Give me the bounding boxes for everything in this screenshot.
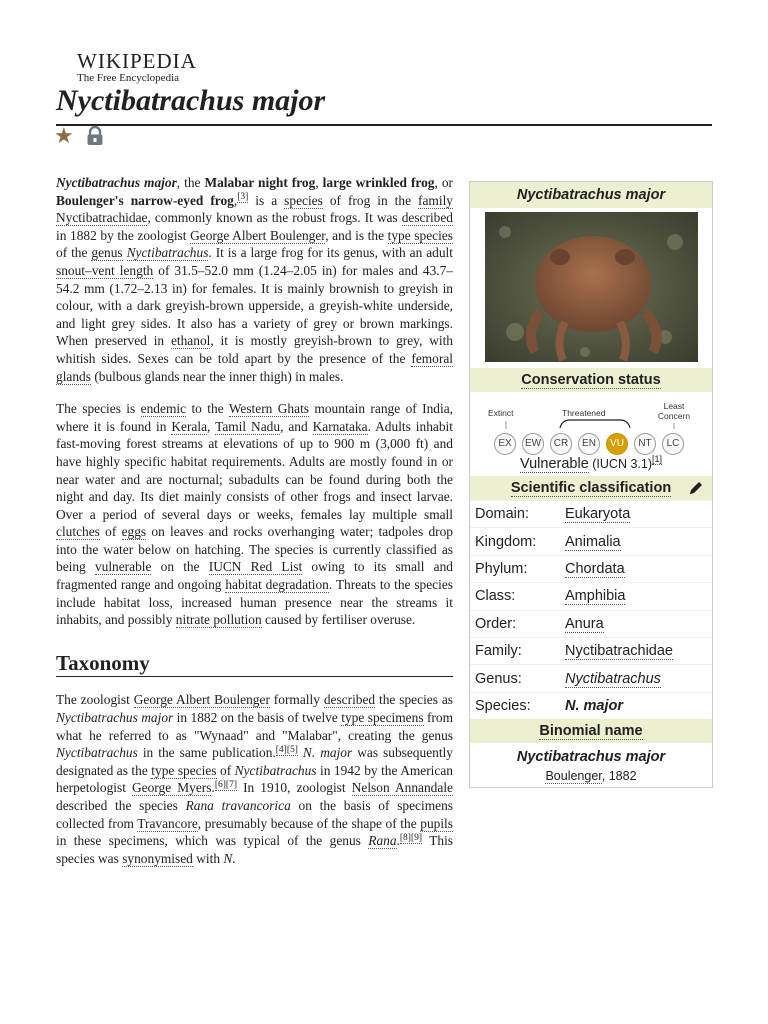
status-ex[interactable]: EX <box>494 433 516 455</box>
ref-link[interactable]: [1] <box>651 454 662 464</box>
frog-image[interactable] <box>485 212 698 362</box>
link-nelson-annandale[interactable]: Nelson Annandale <box>351 780 453 796</box>
link-rana[interactable]: Rana <box>368 833 397 849</box>
link-vulnerable-status[interactable]: Vulnerable <box>519 455 589 472</box>
link-western-ghats[interactable]: Western Ghats <box>228 401 310 417</box>
conservation-status-text: Vulnerable (IUCN 3.1)[1] <box>519 454 662 472</box>
status-ew[interactable]: EW <box>522 433 544 455</box>
status-lc[interactable]: LC <box>662 433 684 455</box>
binomial-name-header[interactable]: Binomial name <box>470 719 712 743</box>
link-species[interactable]: species <box>284 192 323 208</box>
wikipedia-logo[interactable] <box>77 50 197 84</box>
link-eukaryota[interactable]: Eukaryota <box>565 506 631 523</box>
lead-paragraph-2: The species is endemic to the Western Ghats mountain range of India, where it is found in Kerala, Tamil Nadu, and Karnataka. Adults inhabit fast-moving forest streams at elevations of up to 900 m (3,000 ft) and have highly specific habitat requirements. Adults are mostly found in or near water and are nocturnal; subadults can be found during both the night and day. Its diet mainly consists of other frogs and insect larvae. Over a period of several days or weeks, females lay multiple small clutches of eggs on leaves and rocks overhanging water; tadpoles drop into the water below on hatching. The species is currently classified as being vulnerable on the IUCN Red List owing to its small and fragmented range and ongoing habitat degradation. Threats to the species include habitat loss, increased human presence near the streams it inhabits, and possibly nitrate pollution caused by fertiliser overuse. <box>56 401 454 628</box>
link-eggs[interactable]: eggs <box>121 524 147 540</box>
ref-link[interactable]: [8][9] <box>399 832 423 843</box>
link-described[interactable]: described <box>401 210 453 226</box>
section-heading-taxonomy: Taxonomy <box>56 655 453 678</box>
lock-icon[interactable] <box>86 126 104 146</box>
logo-slogan: The Free Encyclopedia <box>77 72 180 84</box>
tax-row-domain: Domain: Eukaryota <box>470 500 712 527</box>
infobox <box>469 181 713 788</box>
tax-row-order: Order: Anura <box>470 610 712 637</box>
ref-link[interactable]: [6][7] <box>214 779 237 790</box>
link-synonymised[interactable]: synonymised <box>122 850 193 866</box>
label-least-concern: Least Concern <box>657 401 691 421</box>
link-type-species[interactable]: type species <box>151 762 217 778</box>
link-type-species[interactable]: type species <box>387 227 453 243</box>
binomial-name: Nyctibatrachus major Boulenger, 1882 <box>516 749 666 784</box>
link-nyctibatrachus-box[interactable]: Nyctibatrachus <box>565 670 661 687</box>
status-vu[interactable]: VU <box>606 433 628 455</box>
link-type-specimens[interactable]: type specimens <box>341 710 424 726</box>
link-anura[interactable]: Anura <box>565 615 604 632</box>
label-threatened: Threatened <box>562 408 606 418</box>
ref-link[interactable]: [4][5] <box>275 744 298 755</box>
title-divider <box>56 124 712 126</box>
tax-row-genus: Genus: Nyctibatrachus <box>470 664 712 691</box>
link-femoral-glands[interactable]: femoral glands <box>56 350 453 384</box>
taxonomy-table <box>470 500 712 719</box>
conservation-status-header[interactable]: Conservation status <box>470 368 712 392</box>
link-karnataka[interactable]: Karnataka <box>312 418 368 434</box>
label-extinct: Extinct <box>488 408 514 418</box>
ref-link[interactable]: [3] <box>237 192 249 203</box>
link-snout-vent[interactable]: snout–vent length <box>56 262 154 278</box>
link-boulenger[interactable]: George Albert Boulenger <box>190 227 326 243</box>
link-amphibia[interactable]: Amphibia <box>565 588 626 605</box>
link-nitrate-pollution[interactable]: nitrate pollution <box>175 612 262 628</box>
link-boulenger-authority[interactable]: Boulenger <box>545 769 602 784</box>
link-iucn-red-list[interactable]: IUCN Red List <box>208 559 303 575</box>
link-animalia[interactable]: Animalia <box>565 533 621 550</box>
link-boulenger[interactable]: George Albert Boulenger <box>133 692 270 708</box>
taxonomy-paragraph: The zoologist George Albert Boulenger formally described the species as Nyctibatrachus major in 1882 on the basis of twelve type specimens from what he referred to as "Wynaad" and "Malabar", creating the genus Nyctibatrachus in the same publication.[4][5] N. major was subsequently designated as the type species of Nyctibatrachus in 1942 by the American herpetologist George Myers.[6][7] In 1910, zoologist Nelson Annandale described the species Rana travancorica on the basis of specimens collected from Travancore, presumably because of the shape of the pupils in these specimens, which was typical of the genus Rana.[8][9] This species was synonymised with N. <box>56 692 453 866</box>
status-nt[interactable]: NT <box>634 433 656 455</box>
lead-paragraph-1: Nyctibatrachus major, the Malabar night frog, large wrinkled frog, or Boulenger's narrow-eyed frog,[3] is a species of frog in the family Nyctibatrachidae, commonly known as the robust frogs. It was described in 1882 by the zoologist George Albert Boulenger, and is the type species of the genus Nyctibatrachus. It is a large frog for its genus, with an adult snout–vent length of 31.5–52.0 mm (1.24–2.05 in) for males and 43.7–54.2 mm (1.72–2.13 in) for females. It is mainly brownish to greyish in colour, with a dark greyish-brown upperside, a greyish-white underside, and light grey sides. It also has a variety of grey or brown markings. When preserved in ethanol, it is mostly greyish-brown to grey, with whitish sides. Sexes can be told apart by the presence of the femoral glands (bulbous glands near the inner thigh) in males. <box>56 175 453 384</box>
status-cr[interactable]: CR <box>550 433 572 455</box>
link-nyctibatrachidae[interactable]: Nyctibatrachidae <box>56 210 148 226</box>
tax-row-kingdom: Kingdom: Animalia <box>470 527 712 554</box>
star-icon[interactable]: ★ <box>54 123 74 148</box>
tax-row-species: Species: N. major <box>470 692 712 719</box>
link-family[interactable]: family <box>418 192 453 208</box>
link-vulnerable[interactable]: vulnerable <box>94 559 152 575</box>
link-tamil-nadu[interactable]: Tamil Nadu <box>215 418 281 434</box>
infobox-title: Nyctibatrachus major <box>470 182 712 208</box>
link-endemic[interactable]: endemic <box>140 401 187 417</box>
tax-row-phylum: Phylum: Chordata <box>470 555 712 582</box>
link-nyctibatrachidae-box[interactable]: Nyctibatrachidae <box>565 643 673 660</box>
frog-photo[interactable] <box>470 208 712 368</box>
link-nyctibatrachus[interactable]: Nyctibatrachus <box>126 245 209 261</box>
link-kerala[interactable]: Kerala <box>171 418 208 434</box>
link-chordata[interactable]: Chordata <box>565 560 625 577</box>
conservation-scale <box>470 392 712 476</box>
link-genus[interactable]: genus <box>91 245 123 261</box>
logo-wordmark: WIKIPEDIA <box>77 49 197 73</box>
scientific-classification-header[interactable]: Scientific classification <box>470 476 712 500</box>
link-travancore[interactable]: Travancore <box>137 815 198 831</box>
pencil-icon[interactable] <box>688 480 704 496</box>
article-body <box>56 174 453 882</box>
page-title: Nyctibatrachus major <box>56 84 326 117</box>
link-ethanol[interactable]: ethanol <box>170 333 211 349</box>
link-george-myers[interactable]: George Myers <box>132 780 212 796</box>
tax-row-family: Family: Nyctibatrachidae <box>470 637 712 664</box>
link-pupils[interactable]: pupils <box>420 815 453 831</box>
link-habitat-degradation[interactable]: habitat degradation <box>225 577 329 593</box>
scale-brackets <box>470 392 712 437</box>
link-described[interactable]: described <box>323 692 376 708</box>
link-clutches[interactable]: clutches <box>56 524 100 540</box>
tax-row-class: Class: Amphibia <box>470 582 712 609</box>
status-en[interactable]: EN <box>578 433 600 455</box>
